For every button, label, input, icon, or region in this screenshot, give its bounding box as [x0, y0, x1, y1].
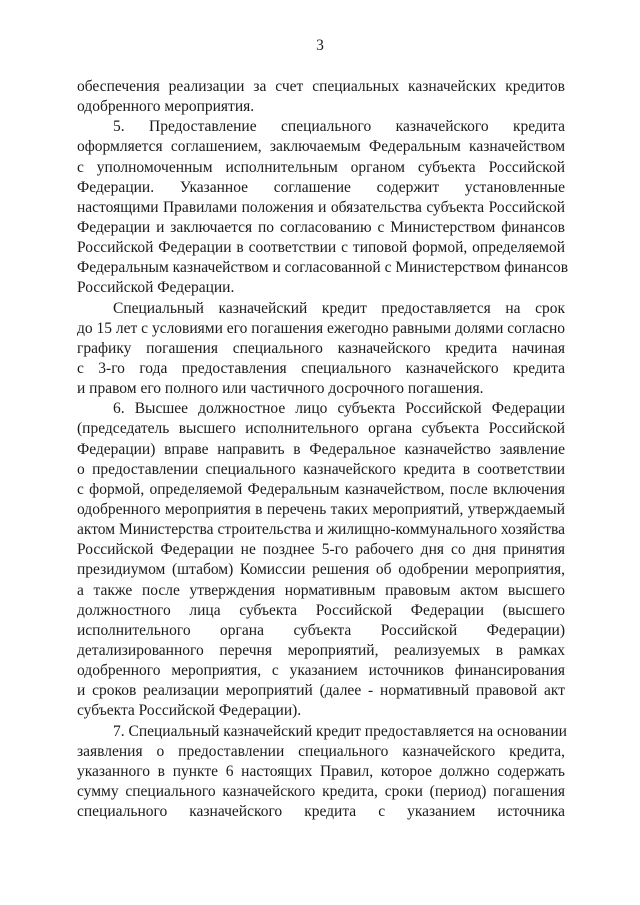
text-line: и сроков реализации мероприятий (далее - нормативный правовой акт	[77, 682, 565, 700]
text-line: Федерации и заключается по согласованию с Министерством финансов	[77, 218, 565, 236]
text-line: 7. Специальный казначейский кредит предоставляется на основании	[113, 722, 567, 740]
text-line: графику погашения специального казначейского кредита начиная	[77, 339, 565, 357]
text-line: должностного лица субъекта Российской Федерации (высшего	[77, 601, 565, 619]
text-line: с формой, определяемой Федеральным казначейством, после включения	[77, 480, 565, 498]
text-line: и правом его полного или частичного досрочного погашения.	[77, 380, 484, 398]
text-line: с 3-го года предоставления специального казначейского кредита	[77, 359, 565, 377]
text-line: актом Министерства строительства и жилищно-коммунального хозяйства	[77, 521, 565, 539]
text-line: детализированного перечня мероприятий, реализуемых в рамках	[77, 641, 565, 659]
text-line: 5. Предоставление специального казначейского кредита	[113, 118, 565, 136]
text-line: (председатель высшего исполнительного органа субъекта Российской	[77, 420, 565, 438]
text-line: одобренного мероприятия, с указанием источников финансирования	[77, 662, 565, 680]
text-line: специального казначейского кредита с указанием источника	[77, 803, 565, 821]
text-line: с уполномоченным исполнительным органом субъекта Российской	[77, 158, 565, 176]
text-line: Федеральным казначейством и согласованной с Министерством финансов	[77, 259, 569, 277]
paragraph	[77, 77, 565, 117]
page-number: 3	[316, 37, 324, 54]
text-line: одобренного мероприятия.	[77, 98, 255, 116]
paragraph	[77, 117, 569, 298]
text-line: заявления о предоставлении специального казначейского кредита,	[77, 742, 565, 760]
text-line: оформляется соглашением, заключаемым Федеральным казначейством	[77, 138, 565, 156]
text-line: Российской Федерации не позднее 5-го рабочего дня со дня принятия	[77, 541, 565, 559]
document-body	[77, 77, 569, 822]
text-line: президиумом (штабом) Комиссии решения об одобрении мероприятия,	[77, 561, 565, 579]
paragraph	[77, 399, 565, 721]
text-line: сумму специального казначейского кредита, сроки (период) погашения	[77, 782, 565, 800]
text-line: о предоставлении специального казначейского кредита в соответствии	[77, 460, 565, 478]
text-line: Федерации. Указанное соглашение содержит установленные	[77, 178, 565, 196]
text-line: субъекта Российской Федерации).	[77, 702, 302, 720]
text-line: Российской Федерации в соответствии с типовой формой, определяемой	[77, 239, 565, 257]
text-line: Специальный казначейский кредит предоставляется на срок	[113, 299, 565, 317]
text-line: Федерации) вправе направить в Федеральное казначейство заявление	[77, 440, 565, 458]
text-line: одобренного мероприятия в перечень таких мероприятий, утверждаемый	[77, 500, 565, 518]
text-line: указанного в пункте 6 настоящих Правил, которое должно содержать	[77, 762, 565, 780]
text-line: настоящими Правилами положения и обязательства субъекта Российской	[77, 198, 565, 216]
paragraph	[77, 722, 565, 823]
text-line: Российской Федерации.	[77, 279, 235, 297]
text-line: а также после утверждения нормативным правовым актом высшего	[77, 581, 565, 599]
paragraph	[77, 299, 565, 400]
text-line: до 15 лет с условиями его погашения ежегодно равными долями согласно	[77, 319, 565, 337]
text-line: 6. Высшее должностное лицо субъекта Российской Федерации	[113, 400, 565, 418]
text-line: обеспечения реализации за счет специальных казначейских кредитов	[77, 78, 565, 95]
text-line: исполнительного органа субъекта Российской Федерации)	[77, 621, 565, 639]
